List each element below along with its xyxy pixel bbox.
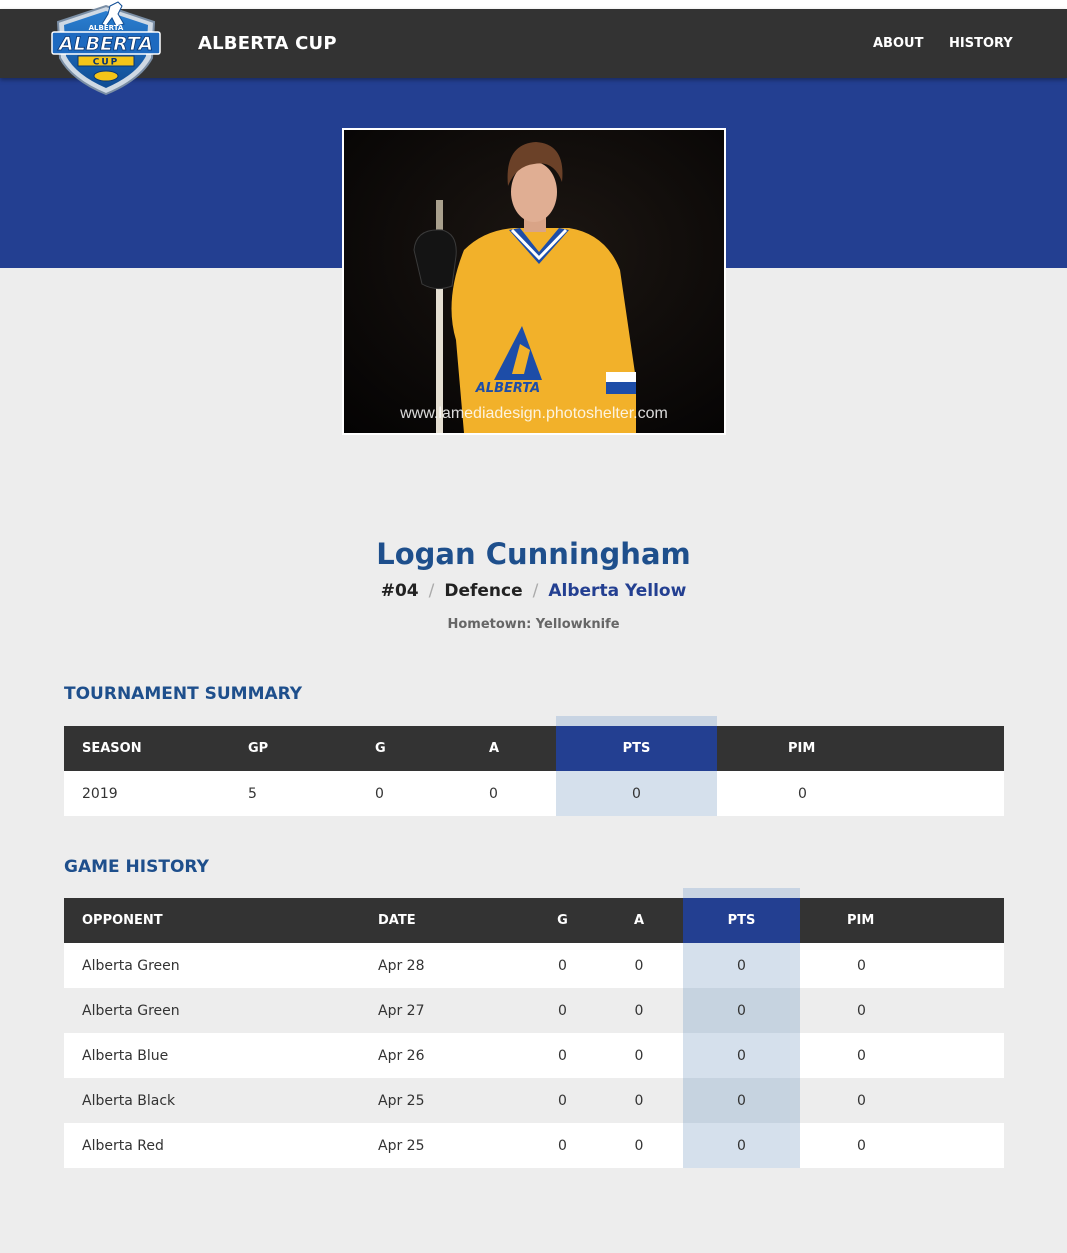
cell-opponent: Alberta Red: [64, 1123, 360, 1168]
col-header-date[interactable]: DATE: [360, 898, 530, 943]
cell-g: 0: [530, 1123, 595, 1168]
table-row: [64, 988, 1004, 1033]
cell-pim: 0: [800, 988, 1004, 1033]
cell-date: Apr 25: [360, 1123, 530, 1168]
cell-pts: 0: [683, 943, 800, 988]
table-row: [64, 1033, 1004, 1078]
meta-separator: /: [428, 581, 435, 601]
table-row: [64, 943, 1004, 988]
jersey-crest-text: ALBERTA: [475, 381, 541, 396]
cell-g: 0: [530, 1033, 595, 1078]
jersey-sleeve-stripe-white: [606, 372, 636, 382]
cell-opponent: Alberta Black: [64, 1078, 360, 1123]
cell-a: 0: [595, 988, 683, 1033]
nav-history-link[interactable]: HISTORY: [949, 36, 1013, 51]
jersey-sleeve-stripe-blue: [606, 382, 636, 394]
cell-pts: 0: [683, 1033, 800, 1078]
site-title[interactable]: ALBERTA CUP: [198, 33, 337, 54]
cell-a: 0: [595, 1078, 683, 1123]
stick-tape: [436, 200, 443, 230]
col-header-pim[interactable]: PIM: [717, 726, 1004, 771]
cell-season: 2019: [64, 771, 230, 816]
cell-pim: 0: [800, 1078, 1004, 1123]
cell-pim: 0: [717, 771, 1004, 816]
cell-pts: 0: [556, 771, 717, 816]
player-position: Defence: [444, 581, 523, 601]
game-history-title: GAME HISTORY: [64, 857, 209, 877]
table-header-row: [64, 726, 1004, 771]
cell-gp: 5: [230, 771, 357, 816]
table-row: [64, 771, 1004, 816]
tournament-summary-table: [64, 726, 1004, 816]
cell-date: Apr 26: [360, 1033, 530, 1078]
col-header-opponent[interactable]: OPPONENT: [64, 898, 360, 943]
player-photo: [344, 130, 724, 433]
col-header-g[interactable]: G: [530, 898, 595, 943]
cell-pts: 0: [683, 1123, 800, 1168]
cell-date: Apr 25: [360, 1078, 530, 1123]
col-header-pts[interactable]: PTS: [556, 726, 717, 771]
cell-opponent: Alberta Green: [64, 988, 360, 1033]
col-header-pim[interactable]: PIM: [800, 898, 1004, 943]
game-history-table: [64, 898, 1004, 1168]
cell-g: 0: [357, 771, 471, 816]
alberta-cup-logo[interactable]: [48, 0, 164, 96]
col-header-g[interactable]: G: [357, 726, 471, 771]
cell-g: 0: [530, 988, 595, 1033]
cell-pts: 0: [683, 988, 800, 1033]
cell-pts: 0: [683, 1078, 800, 1123]
col-header-a[interactable]: A: [595, 898, 683, 943]
col-header-gp[interactable]: GP: [230, 726, 357, 771]
cell-opponent: Alberta Blue: [64, 1033, 360, 1078]
cell-pim: 0: [800, 1033, 1004, 1078]
logo-puck: [94, 71, 118, 81]
col-header-a[interactable]: A: [471, 726, 556, 771]
player-meta: [0, 581, 1067, 601]
cell-opponent: Alberta Green: [64, 943, 360, 988]
cell-a: 0: [595, 1033, 683, 1078]
player-name: Logan Cunningham: [376, 537, 691, 571]
table-header-row: [64, 898, 1004, 943]
cell-g: 0: [530, 943, 595, 988]
player-jersey: [452, 228, 637, 433]
photo-watermark: www.lamediadesign.photoshelter.com: [400, 405, 668, 422]
player-photo-frame: [342, 128, 726, 435]
col-header-pts[interactable]: PTS: [683, 898, 800, 943]
cell-a: 0: [595, 1123, 683, 1168]
cell-pim: 0: [800, 1123, 1004, 1168]
logo-small-text: ALBERTA: [88, 24, 124, 32]
player-team-link[interactable]: Alberta Yellow: [548, 581, 687, 601]
tournament-summary-title: TOURNAMENT SUMMARY: [64, 684, 303, 704]
table-row: [64, 1078, 1004, 1123]
meta-separator: /: [532, 581, 539, 601]
cell-date: Apr 27: [360, 988, 530, 1033]
nav-about-link[interactable]: ABOUT: [873, 36, 924, 51]
col-header-season[interactable]: SEASON: [64, 726, 230, 771]
cell-a: 0: [595, 943, 683, 988]
table-row: [64, 1123, 1004, 1168]
cell-g: 0: [530, 1078, 595, 1123]
cell-pim: 0: [800, 943, 1004, 988]
player-number: #04: [380, 581, 419, 601]
logo-main-text: ALBERTA: [58, 33, 154, 55]
player-hometown: Hometown: Yellowknife: [447, 617, 620, 632]
cell-a: 0: [471, 771, 556, 816]
logo-cup-text: CUP: [92, 57, 120, 68]
cell-date: Apr 28: [360, 943, 530, 988]
